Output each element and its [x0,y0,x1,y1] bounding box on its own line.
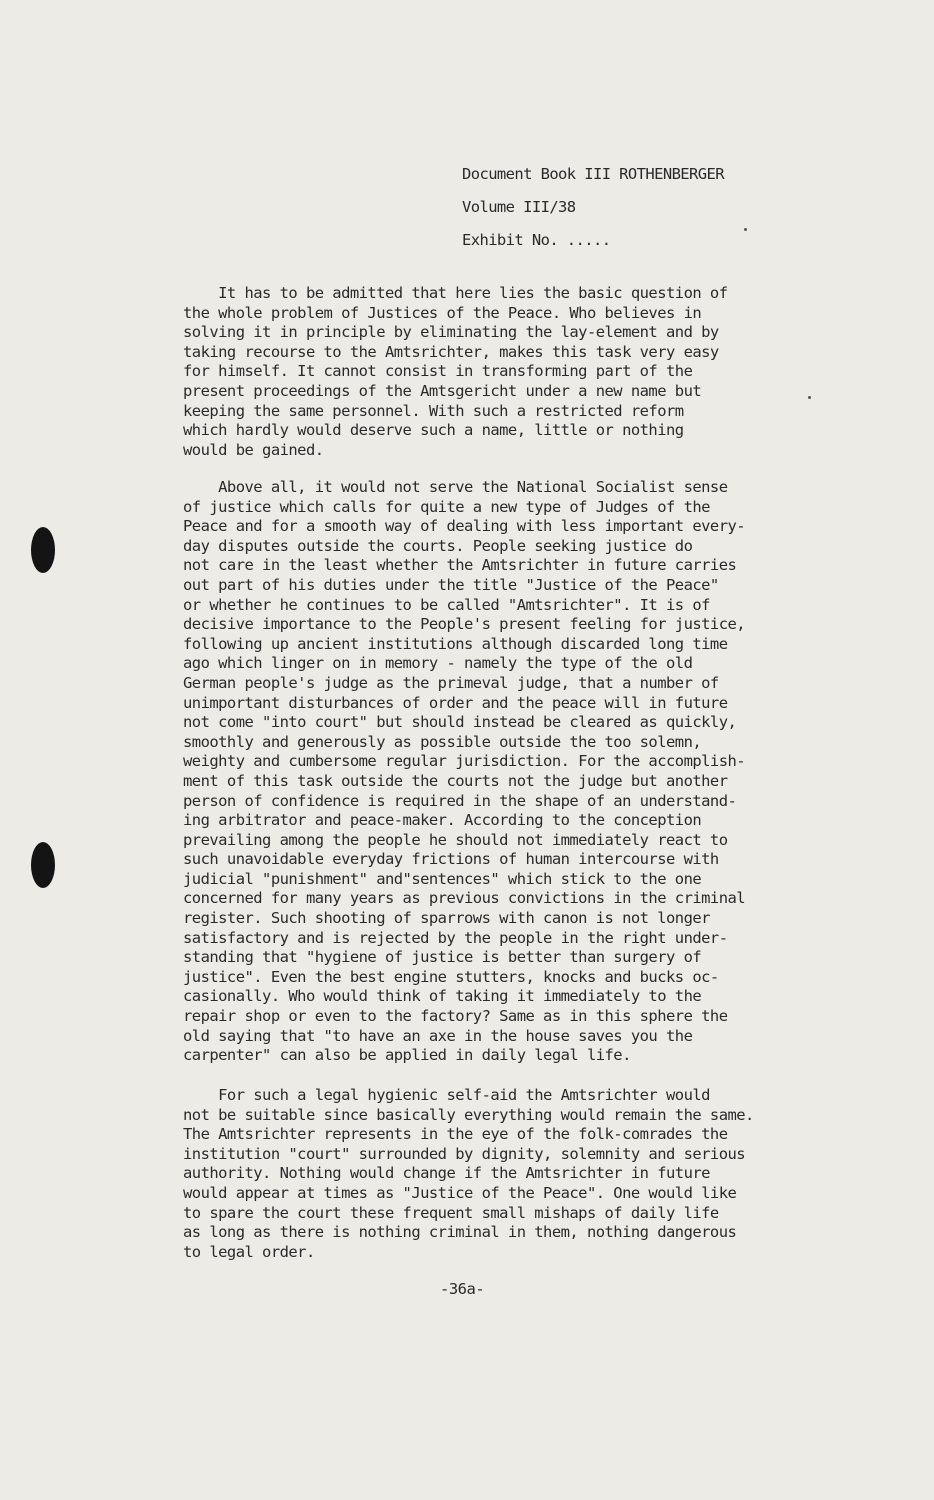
text-line: person of confidence is required in the shape of an understand- [183,791,737,810]
text-line: ing arbitrator and peace-maker. According to the conception [183,811,702,830]
text-line: the whole problem of Justices of the Peace. Who believes in [183,303,702,322]
text-line: casionally. Who would think of taking it immediately to the [183,987,702,1006]
text-line: of justice which calls for quite a new type of Judges of the [183,497,710,516]
text-line: would appear at times as "Justice of the Peace". One would like [183,1183,737,1202]
text-line: weighty and cumbersome regular jurisdiction. For the accomplish- [183,752,746,771]
text-line: keeping the same personnel. With such a restricted reform [183,401,684,420]
text-line: which hardly would deserve such a name, little or nothing [183,421,684,440]
text-line: to legal order. [183,1242,315,1261]
text-line: to spare the court these frequent small mishaps of daily life [183,1203,719,1222]
text-line: present proceedings of the Amtsgericht under a new name but [183,381,702,400]
text-line: Peace and for a smooth way of dealing with less important every- [183,517,746,536]
volume-label: Volume III/38 [462,198,576,216]
text-line: repair shop or even to the factory? Same as in this sphere the [183,1007,728,1026]
text-line: judicial "punishment" and"sentences" which stick to the one [183,869,702,888]
exhibit-label: Exhibit No. ..... [462,231,611,249]
text-line: German people's judge as the primeval judge, that a number of [183,673,719,692]
text-line: satisfactory and is rejected by the people in the right under- [183,928,728,947]
text-line: old saying that "to have an axe in the house saves you the [183,1026,693,1045]
text-line: standing that "hygiene of justice is better than surgery of [183,948,702,967]
text-line: prevailing among the people he should not immediately react to [183,830,728,849]
ink-speck [808,396,811,399]
text-line: not care in the least whether the Amtsrichter in future carries [183,556,737,575]
text-line: for himself. It cannot consist in transforming part of the [183,362,693,381]
text-line: ago which linger on in memory - namely the type of the old [183,654,693,673]
text-line: would be gained. [183,440,324,459]
text-line: taking recourse to the Amtsrichter, makes this task very easy [183,342,719,361]
text-line: unimportant disturbances of order and the peace will in future [183,693,728,712]
text-line: carpenter" can also be applied in daily legal life. [183,1046,631,1065]
text-line: justice". Even the best engine stutters, knocks and bucks oc- [183,967,719,986]
text-line: not be suitable since basically everything would remain the same. [183,1105,754,1124]
text-line: solving it in principle by eliminating the lay-element and by [183,323,719,342]
text-line: following up ancient institutions although discarded long time [183,634,728,653]
text-line: The Amtsrichter represents in the eye of the folk-comrades the [183,1125,728,1144]
text-line: not come "into court" but should instead be cleared as quickly, [183,713,737,732]
text-line: authority. Nothing would change if the Amtsrichter in future [183,1164,710,1183]
document-header [462,158,724,257]
text-line: Above all, it would not serve the National Socialist sense [183,478,728,496]
ink-speck [744,228,747,231]
text-line: register. Such shooting of sparrows with canon is not longer [183,909,710,928]
text-line: ment of this task outside the courts not the judge but another [183,771,728,790]
text-line: as long as there is nothing criminal in them, nothing dangerous [183,1223,737,1242]
text-line: institution "court" surrounded by dignity, solemnity and serious [183,1144,746,1163]
text-line: smoothly and generously as possible outside the too solemn, [183,732,702,751]
paragraph-3 [183,1086,754,1262]
text-line: such unavoidable everyday frictions of human intercourse with [183,850,719,869]
text-line: out part of his duties under the title "Justice of the Peace" [183,575,719,594]
text-line: It has to be admitted that here lies the basic question of [183,284,728,302]
punch-hole-top [31,527,55,573]
text-line: decisive importance to the People's present feeling for justice, [183,615,746,634]
document-book-label: Document Book III ROTHENBERGER [462,165,724,183]
paragraph-2 [183,478,745,1066]
text-line: or whether he continues to be called "Amtsrichter". It is of [183,595,710,614]
punch-hole-bottom [31,842,55,888]
paragraph-1 [183,284,727,460]
page-number: -36a- [440,1280,485,1298]
text-line: For such a legal hygienic self-aid the Amtsrichter would [183,1086,710,1104]
text-line: concerned for many years as previous convictions in the criminal [183,889,746,908]
text-line: day disputes outside the courts. People seeking justice do [183,536,693,555]
